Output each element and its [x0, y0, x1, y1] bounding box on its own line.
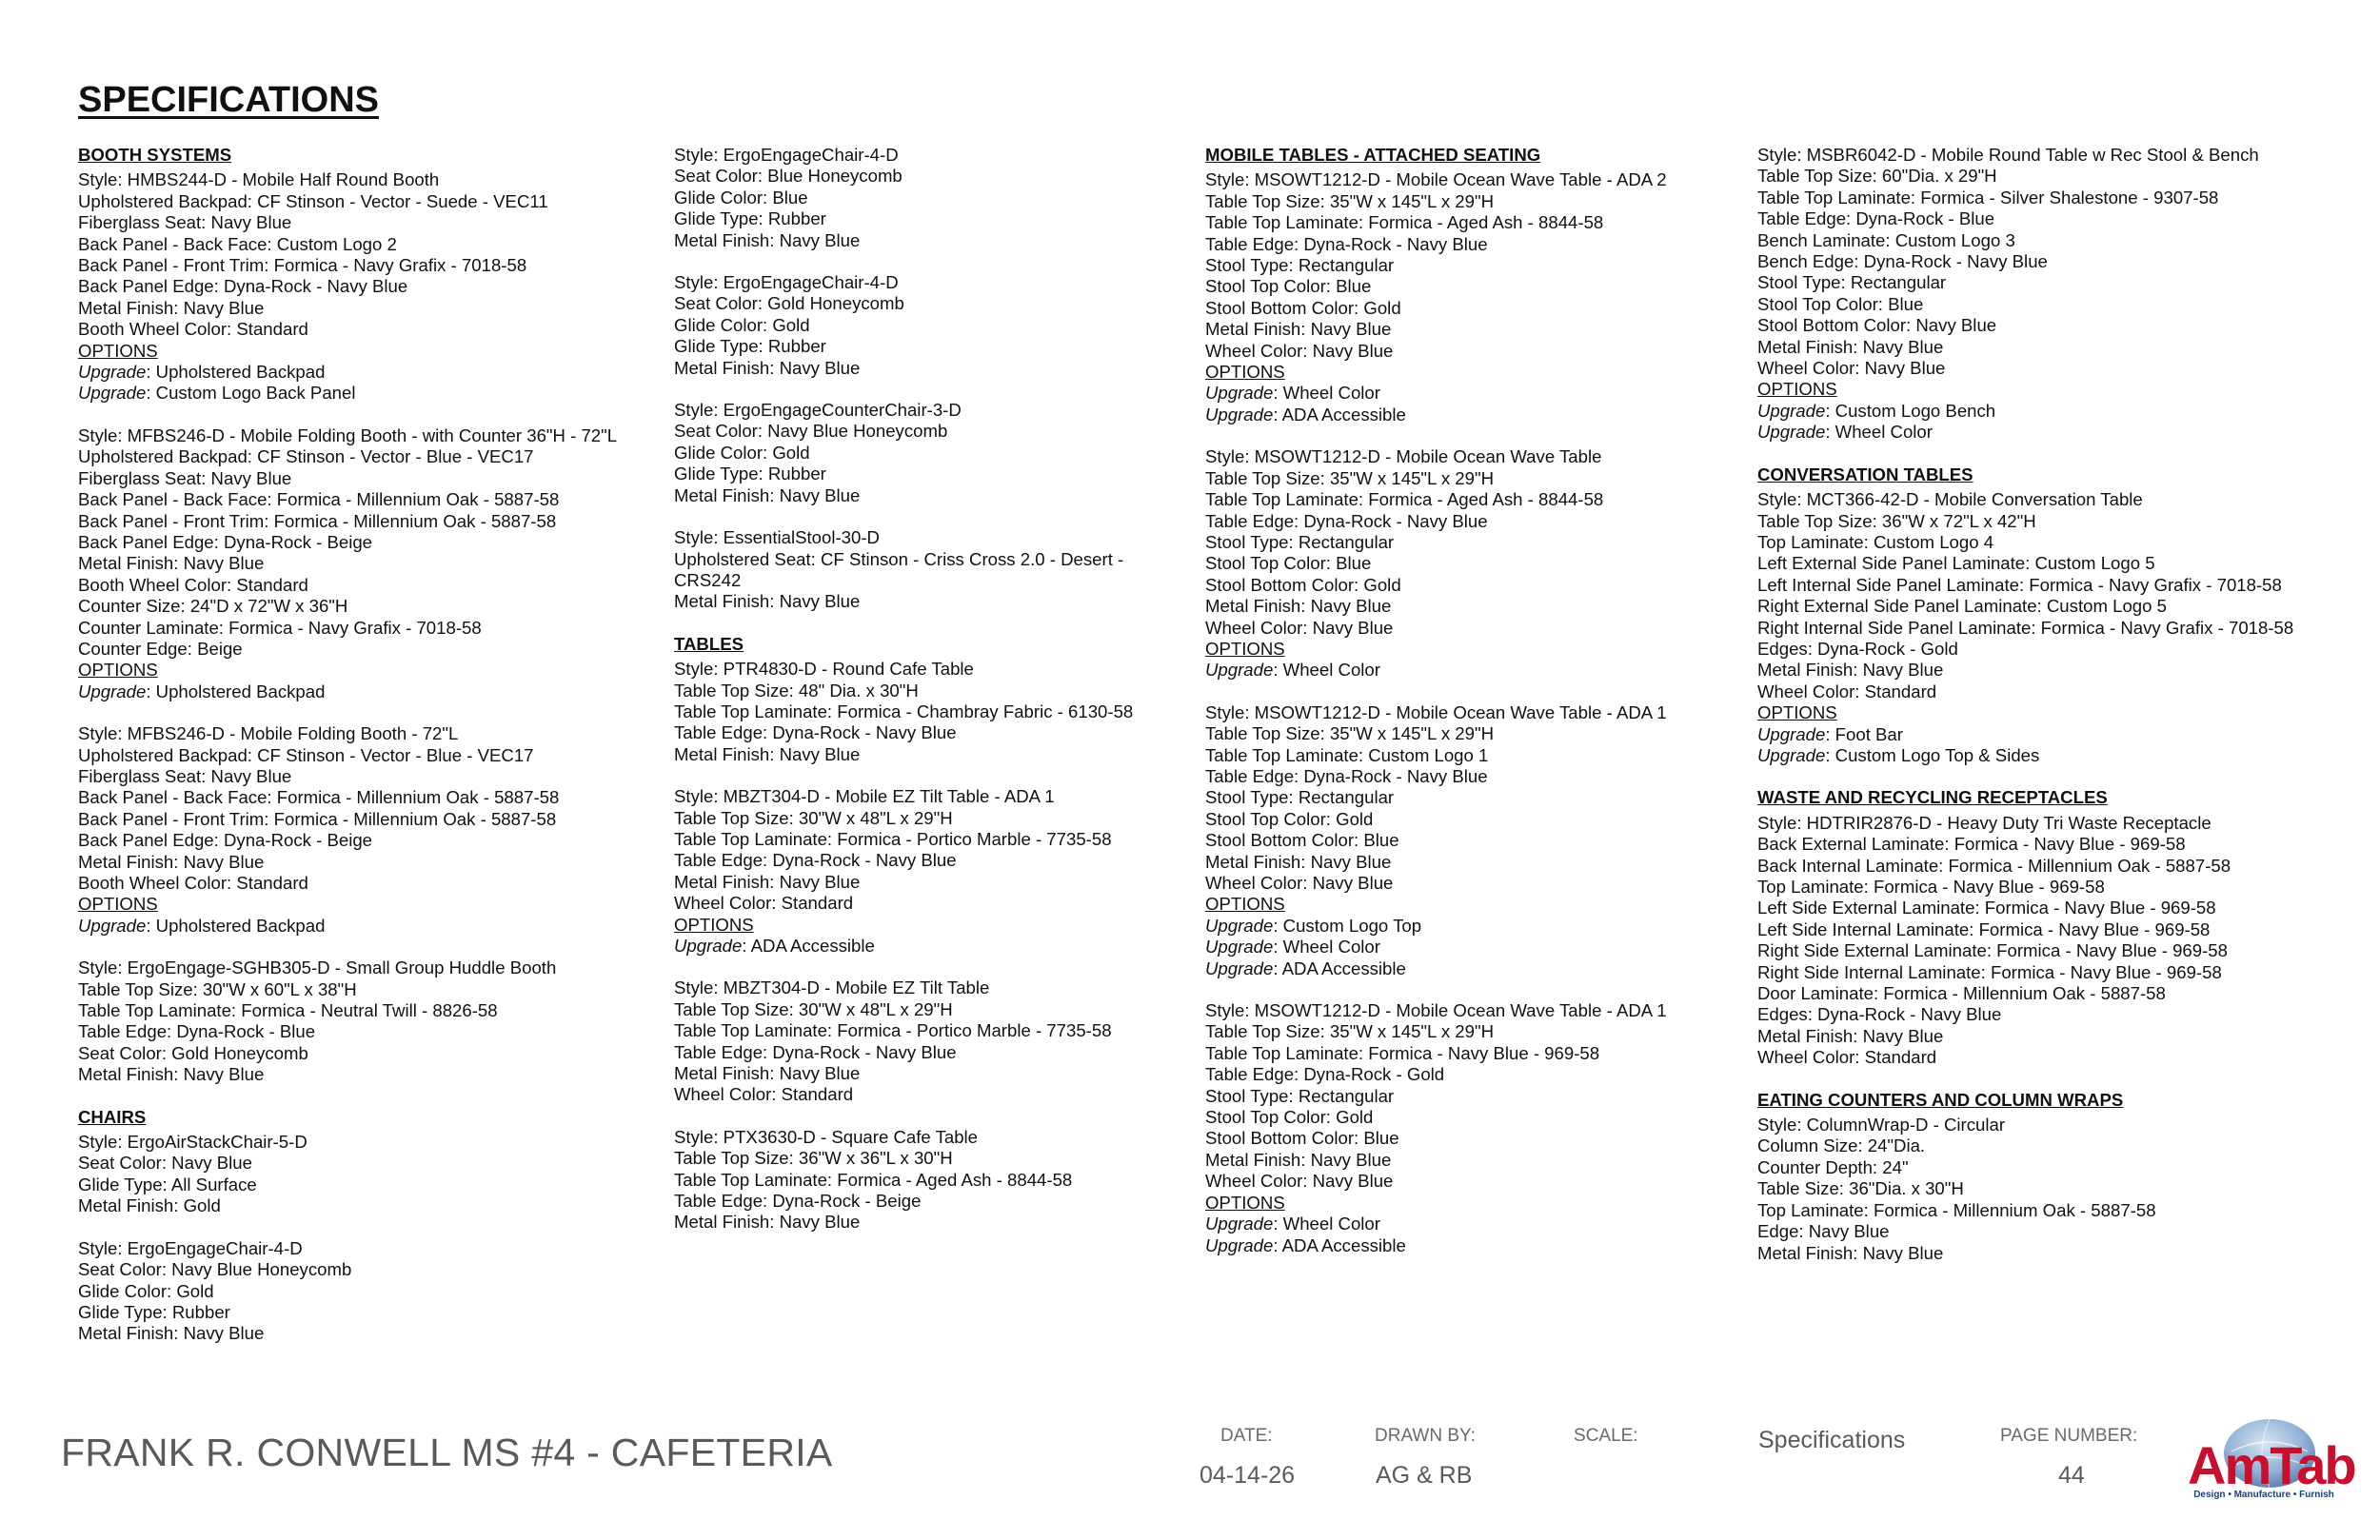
upgrade-line [1205, 958, 1738, 979]
options-label: OPTIONS [674, 914, 754, 935]
spec-line: Table Top Laminate: Custom Logo 1 [1205, 744, 1489, 765]
spec-line: Table Top Laminate: Formica - Aged Ash - 8844-58 [1205, 212, 1604, 233]
spec-column-1 [78, 145, 649, 1366]
spec-line: Glide Color: Gold [674, 442, 810, 463]
logo-wordmark [2188, 1434, 2355, 1496]
spec-line: Stool Type: Rectangular [1205, 255, 1395, 276]
spec-line: Metal Finish: Navy Blue [674, 357, 861, 378]
spec-line: Table Top Laminate: Formica - Silver Shalestone - 9307-58 [1757, 187, 2219, 207]
spec-line: Metal Finish: Navy Blue [78, 851, 265, 872]
spec-line: Wheel Color: Navy Blue [1205, 1171, 1394, 1192]
date-value: 04-14-26 [1200, 1462, 1296, 1489]
spec-line: Style: ErgoEngageCounterChair-3-D [674, 400, 962, 421]
upgrade-line [78, 916, 649, 937]
spec-line: Stool Top Color: Blue [1205, 276, 1372, 297]
spec-line: Metal Finish: Navy Blue [1757, 1025, 1944, 1046]
spec-line: Right External Side Panel Laminate: Custom Logo 5 [1757, 596, 2167, 617]
upgrade-key: Upgrade [1205, 1214, 1274, 1234]
spec-line: Counter Laminate: Formica - Navy Grafix - 7018-58 [78, 617, 482, 638]
spec-line: Wheel Color: Standard [1757, 681, 1937, 701]
upgrade-key: Upgrade [1205, 915, 1274, 936]
spec-section [78, 145, 649, 1086]
logo-text-tab: Tab [2270, 1435, 2355, 1495]
spec-line: Table Top Laminate: Formica - Navy Blue - 969-58 [1205, 1042, 1600, 1063]
project-title: FRANK R. CONWELL MS #4 - CAFETERIA [61, 1431, 833, 1474]
spec-item [1205, 169, 1738, 425]
spec-line: Glide Color: Gold [78, 1280, 214, 1301]
spec-line: Table Edge: Dyna-Rock - Navy Blue [674, 850, 957, 871]
spec-line: Stool Top Color: Gold [1205, 808, 1374, 829]
upgrade-line [1205, 383, 1738, 404]
spec-line: Table Top Size: 30"W x 48"L x 29"H [674, 807, 953, 828]
spec-line: Seat Color: Navy Blue [78, 1153, 252, 1174]
spec-line: Door Laminate: Formica - Millennium Oak - 5887-58 [1757, 983, 2166, 1004]
scale-label: SCALE: [1574, 1426, 1638, 1446]
spec-line: Style: MSOWT1212-D - Mobile Ocean Wave Table [1205, 446, 1602, 467]
upgrade-key: Upgrade [78, 383, 147, 404]
spec-line: Table Top Size: 35"W x 145"L x 29"H [1205, 190, 1495, 211]
spec-line: Right Internal Side Panel Laminate: Formica - Navy Grafix - 7018-58 [1757, 617, 2294, 638]
upgrade-value: : Wheel Color [1825, 422, 1933, 443]
spec-line: Left Side Internal Laminate: Formica - Navy Blue - 969-58 [1757, 918, 2211, 939]
options-label: OPTIONS [1205, 1192, 1285, 1213]
spec-line: Metal Finish: Navy Blue [78, 297, 265, 318]
spec-line: Metal Finish: Navy Blue [674, 871, 861, 892]
spec-line: Style: MBZT304-D - Mobile EZ Tilt Table [674, 977, 990, 998]
spec-line: Style: MCT366-42-D - Mobile Conversation Table [1757, 489, 2143, 510]
spec-line: Style: PTR4830-D - Round Cafe Table [674, 659, 974, 680]
section-heading: EATING COUNTERS AND COLUMN WRAPS [1757, 1089, 2124, 1110]
spec-line: Right Side Internal Laminate: Formica - Navy Blue - 969-58 [1757, 961, 2222, 982]
spec-line: Table Top Size: 36"W x 72"L x 42"H [1757, 510, 2036, 531]
spec-line: Table Top Laminate: Formica - Aged Ash - 8844-58 [1205, 489, 1604, 510]
spec-item [78, 958, 649, 1085]
spec-item [78, 1238, 649, 1345]
upgrade-value: : Custom Logo Top [1273, 915, 1422, 936]
upgrade-key: Upgrade [1205, 660, 1274, 681]
spec-line: Back Panel Edge: Dyna-Rock - Beige [78, 531, 373, 552]
spec-item [1757, 813, 2348, 1069]
upgrade-value: : Upholstered Backpad [146, 681, 326, 701]
upgrade-key: Upgrade [1205, 383, 1274, 404]
date-label: DATE: [1220, 1426, 1273, 1446]
spec-line: Edges: Dyna-Rock - Gold [1757, 638, 1958, 659]
upgrade-value: : ADA Accessible [1273, 1234, 1406, 1255]
spec-line: Booth Wheel Color: Standard [78, 873, 308, 893]
spec-line: Metal Finish: Navy Blue [1757, 1242, 1944, 1263]
upgrade-value: : Wheel Color [1273, 937, 1380, 958]
spec-line: Seat Color: Gold Honeycomb [674, 293, 904, 314]
spec-line: Table Top Size: 30"W x 60"L x 38"H [78, 978, 357, 999]
spec-column-3 [1205, 145, 1738, 1277]
spec-line: Wheel Color: Standard [674, 893, 854, 914]
spec-line: Metal Finish: Navy Blue [78, 1323, 265, 1344]
page-number-value: 44 [2058, 1462, 2085, 1489]
spec-line: Metal Finish: Navy Blue [674, 743, 861, 764]
upgrade-key: Upgrade [1205, 1234, 1274, 1255]
spec-line: Edges: Dyna-Rock - Navy Blue [1757, 1004, 2002, 1025]
upgrade-value: : Wheel Color [1273, 383, 1380, 404]
upgrade-value: : ADA Accessible [1273, 404, 1406, 424]
upgrade-line [1205, 916, 1738, 937]
spec-line: Back Panel - Back Face: Custom Logo 2 [78, 233, 397, 254]
spec-line: Stool Bottom Color: Blue [1205, 1128, 1399, 1149]
upgrade-key: Upgrade [1205, 937, 1274, 958]
spec-line: Glide Type: Rubber [674, 464, 826, 484]
spec-line: Stool Type: Rectangular [1205, 1085, 1395, 1106]
spec-line: Back Panel - Front Trim: Formica - Navy Grafix - 7018-58 [78, 255, 527, 276]
spec-line: Stool Type: Rectangular [1205, 531, 1395, 552]
spec-line: Left External Side Panel Laminate: Custom Logo 5 [1757, 553, 2155, 574]
spec-line: Metal Finish: Navy Blue [674, 229, 861, 250]
spec-line: Metal Finish: Navy Blue [674, 1212, 861, 1233]
spec-line: Back Internal Laminate: Formica - Millennium Oak - 5887-58 [1757, 855, 2231, 876]
spec-line: Metal Finish: Gold [78, 1195, 221, 1216]
spec-line: Table Edge: Dyna-Rock - Blue [78, 1021, 316, 1042]
spec-line: Top Laminate: Formica - Navy Blue - 969-58 [1757, 877, 2105, 897]
spec-line: Top Laminate: Formica - Millennium Oak - 5887-58 [1757, 1199, 2156, 1220]
spec-line: Style: HDTRIR2876-D - Heavy Duty Tri Waste Receptacle [1757, 812, 2211, 833]
spec-line: Seat Color: Gold Honeycomb [78, 1042, 308, 1063]
options-label: OPTIONS [78, 894, 158, 915]
spec-line: Upholstered Backpad: CF Stinson - Vector - Blue - VEC17 [78, 744, 534, 765]
spec-line: Style: EssentialStool-30-D [674, 527, 880, 548]
upgrade-line [1205, 405, 1738, 425]
spec-column-4 [1757, 145, 2348, 1285]
spec-line: Stool Bottom Color: Navy Blue [1757, 315, 1997, 336]
spec-line: Fiberglass Seat: Navy Blue [78, 467, 292, 488]
spec-item [674, 400, 1207, 506]
spec-section [1757, 787, 2348, 1068]
spec-line: Table Top Size: 30"W x 48"L x 29"H [674, 998, 953, 1019]
options-label: OPTIONS [1757, 702, 1837, 723]
spec-item [674, 786, 1207, 957]
spec-line: Left Internal Side Panel Laminate: Formica - Navy Grafix - 7018-58 [1757, 574, 2282, 595]
upgrade-key: Upgrade [78, 362, 147, 383]
upgrade-key: Upgrade [78, 681, 147, 701]
spec-line: Metal Finish: Navy Blue [1205, 596, 1392, 617]
spec-line: Table Top Laminate: Formica - Chambray Fabric - 6130-58 [674, 701, 1134, 721]
upgrade-line [1205, 1235, 1738, 1256]
upgrade-key: Upgrade [1757, 400, 1826, 421]
upgrade-line [1205, 937, 1738, 958]
spec-line: Metal Finish: Navy Blue [674, 484, 861, 505]
spec-line: Edge: Navy Blue [1757, 1221, 1890, 1242]
logo-tagline: Design • Manufacture • Furnish [2193, 1490, 2334, 1500]
spec-line: Back Panel - Back Face: Formica - Millennium Oak - 5887-58 [78, 787, 560, 808]
spec-line: Metal Finish: Navy Blue [1757, 660, 1944, 681]
spec-line: Back Panel - Back Face: Formica - Millennium Oak - 5887-58 [78, 489, 560, 510]
spec-line: Table Top Laminate: Formica - Neutral Twill - 8826-58 [78, 1000, 498, 1021]
section-heading: TABLES [674, 633, 744, 654]
drawn-by-value: AG & RB [1376, 1462, 1473, 1489]
upgrade-line [1205, 1214, 1738, 1234]
spec-item [78, 425, 649, 702]
page-title: SPECIFICATIONS [78, 80, 379, 120]
spec-line: Table Edge: Dyna-Rock - Blue [1757, 208, 1995, 229]
spec-line: Metal Finish: Navy Blue [674, 591, 861, 612]
upgrade-line [78, 383, 649, 404]
spec-section [1205, 145, 1738, 1256]
spec-line: Upholstered Seat: CF Stinson - Criss Cross 2.0 - Desert - [674, 548, 1124, 569]
spec-line: Glide Type: All Surface [78, 1174, 257, 1194]
spec-line: Glide Color: Blue [674, 187, 808, 207]
spec-line: Stool Type: Rectangular [1205, 787, 1395, 808]
spec-line: Fiberglass Seat: Navy Blue [78, 765, 292, 786]
spec-section [674, 634, 1207, 1234]
spec-line: Table Size: 36"Dia. x 30"H [1757, 1178, 1964, 1199]
spec-line: Back Panel - Front Trim: Formica - Millennium Oak - 5887-58 [78, 510, 557, 531]
spec-item [1205, 446, 1738, 681]
section-heading: CONVERSATION TABLES [1757, 464, 1973, 484]
upgrade-key: Upgrade [1205, 958, 1274, 978]
spec-line: Table Edge: Dyna-Rock - Navy Blue [1205, 233, 1488, 254]
spec-item [674, 1127, 1207, 1234]
options-label: OPTIONS [1205, 362, 1285, 383]
upgrade-value: : Custom Logo Bench [1825, 400, 1996, 421]
spec-line: Style: ErgoEngageChair-4-D [674, 272, 899, 293]
spec-item [1757, 489, 2348, 766]
spec-line: Table Top Size: 48" Dia. x 30"H [674, 680, 919, 701]
upgrade-value: : Custom Logo Back Panel [146, 383, 356, 404]
upgrade-key: Upgrade [78, 915, 147, 936]
upgrade-line [1205, 660, 1738, 681]
spec-line: Back Panel Edge: Dyna-Rock - Navy Blue [78, 276, 408, 297]
spec-line: Metal Finish: Navy Blue [1205, 851, 1392, 872]
spec-line: Table Edge: Dyna-Rock - Navy Blue [1205, 765, 1488, 786]
page-number-label: PAGE NUMBER: [2000, 1426, 2138, 1446]
spec-line: Back External Laminate: Formica - Navy Blue - 969-58 [1757, 834, 2186, 855]
spec-line: Stool Top Color: Gold [1205, 1107, 1374, 1128]
spec-line: Style: ErgoEngageChair-4-D [78, 1237, 303, 1258]
sheet-name: Specifications [1758, 1427, 1906, 1453]
upgrade-value: : Wheel Color [1273, 1214, 1380, 1234]
spec-line: Stool Bottom Color: Gold [1205, 574, 1401, 595]
spec-line: Seat Color: Navy Blue Honeycomb [78, 1259, 352, 1280]
spec-line: CRS242 [674, 569, 742, 590]
spec-line: Top Laminate: Custom Logo 4 [1757, 531, 1994, 552]
spec-line: Booth Wheel Color: Standard [78, 319, 308, 340]
spec-item [78, 169, 649, 404]
upgrade-value: : Upholstered Backpad [146, 915, 326, 936]
spec-line: Metal Finish: Navy Blue [78, 1064, 265, 1085]
options-label: OPTIONS [1205, 894, 1285, 915]
spec-item [674, 659, 1207, 765]
spec-line: Upholstered Backpad: CF Stinson - Vector - Blue - VEC17 [78, 446, 534, 467]
spec-line: Table Top Laminate: Formica - Portico Marble - 7735-58 [674, 828, 1112, 849]
drawn-by-label: DRAWN BY: [1375, 1426, 1476, 1446]
spec-line: Style: MSOWT1212-D - Mobile Ocean Wave Table - ADA 2 [1205, 169, 1667, 190]
spec-line: Table Top Size: 60"Dia. x 29"H [1757, 166, 1997, 187]
spec-line: Bench Laminate: Custom Logo 3 [1757, 229, 2015, 250]
spec-line: Seat Color: Navy Blue Honeycomb [674, 421, 948, 442]
spec-line: Table Edge: Dyna-Rock - Beige [674, 1191, 922, 1212]
spec-line: Metal Finish: Navy Blue [674, 1063, 861, 1084]
upgrade-key: Upgrade [1757, 744, 1826, 765]
spec-line: Table Edge: Dyna-Rock - Gold [1205, 1064, 1445, 1085]
spec-line: Glide Color: Gold [674, 314, 810, 335]
spec-line: Glide Type: Rubber [78, 1301, 230, 1322]
spec-item [1205, 702, 1738, 979]
spec-line: Table Top Laminate: Formica - Portico Marble - 7735-58 [674, 1020, 1112, 1041]
upgrade-line [1757, 401, 2348, 422]
spec-line: Counter Depth: 24" [1757, 1156, 1909, 1177]
upgrade-line [78, 681, 649, 702]
spec-line: Stool Top Color: Blue [1757, 293, 1924, 314]
spec-section [78, 1107, 649, 1345]
spec-line: Table Edge: Dyna-Rock - Navy Blue [674, 722, 957, 743]
options-label: OPTIONS [1757, 379, 1837, 400]
upgrade-key: Upgrade [1757, 723, 1826, 744]
spec-line: Metal Finish: Navy Blue [1205, 319, 1392, 340]
spec-line: Back Panel Edge: Dyna-Rock - Beige [78, 830, 373, 851]
spec-line: Wheel Color: Navy Blue [1757, 358, 1946, 379]
spec-line: Wheel Color: Standard [1757, 1047, 1937, 1068]
upgrade-key: Upgrade [1205, 404, 1274, 424]
options-label: OPTIONS [1205, 638, 1285, 659]
spec-item [674, 272, 1207, 379]
spec-item [1757, 1115, 2348, 1264]
spec-section [1757, 1090, 2348, 1264]
spec-line: Table Top Size: 35"W x 145"L x 29"H [1205, 723, 1495, 744]
spec-line: Right Side External Laminate: Formica - Navy Blue - 969-58 [1757, 940, 2228, 961]
upgrade-value: : Custom Logo Top & Sides [1825, 744, 2040, 765]
spec-line: Table Top Laminate: Formica - Aged Ash - 8844-58 [674, 1169, 1073, 1190]
spec-item [674, 145, 1207, 251]
spec-line: Table Edge: Dyna-Rock - Navy Blue [674, 1041, 957, 1062]
section-heading: MOBILE TABLES - ATTACHED SEATING [1205, 145, 1541, 165]
spec-line: Stool Bottom Color: Gold [1205, 297, 1401, 318]
spec-line: Counter Edge: Beige [78, 638, 243, 659]
upgrade-line [1757, 724, 2348, 745]
spec-line: Style: MFBS246-D - Mobile Folding Booth - 72"L [78, 723, 459, 744]
spec-line: Wheel Color: Navy Blue [1205, 340, 1394, 361]
spec-line: Metal Finish: Navy Blue [1757, 336, 1944, 357]
spec-line: Glide Type: Rubber [674, 336, 826, 357]
spec-line: Style: ErgoAirStackChair-5-D [78, 1132, 307, 1153]
spec-line: Bench Edge: Dyna-Rock - Navy Blue [1757, 251, 2048, 272]
upgrade-value: : Wheel Color [1273, 660, 1380, 681]
upgrade-value: : Foot Bar [1825, 723, 1903, 744]
spec-line: Style: MSOWT1212-D - Mobile Ocean Wave Table - ADA 1 [1205, 701, 1667, 722]
spec-line: Wheel Color: Navy Blue [1205, 873, 1394, 893]
spec-line: Wheel Color: Navy Blue [1205, 617, 1394, 638]
spec-line: Stool Bottom Color: Blue [1205, 830, 1399, 851]
spec-item [78, 1132, 649, 1217]
options-label: OPTIONS [78, 340, 158, 361]
spec-line: Table Top Size: 35"W x 145"L x 29"H [1205, 1021, 1495, 1042]
spec-line: Column Size: 24"Dia. [1757, 1135, 1926, 1156]
spec-line: Upholstered Backpad: CF Stinson - Vector - Suede - VEC11 [78, 190, 548, 211]
upgrade-key: Upgrade [674, 936, 743, 956]
spec-section [1757, 145, 2348, 444]
spec-item [78, 723, 649, 937]
section-heading: WASTE AND RECYCLING RECEPTACLES [1757, 787, 2108, 808]
spec-line: Wheel Color: Standard [674, 1084, 854, 1105]
spec-item [674, 527, 1207, 613]
spec-line: Metal Finish: Navy Blue [1205, 1149, 1392, 1170]
spec-line: Table Top Size: 35"W x 145"L x 29"H [1205, 467, 1495, 488]
spec-line: Style: HMBS244-D - Mobile Half Round Booth [78, 169, 440, 190]
options-label: OPTIONS [78, 660, 158, 681]
upgrade-line [1757, 745, 2348, 766]
logo-text-am: Am [2188, 1435, 2271, 1495]
spec-line: Style: MBZT304-D - Mobile EZ Tilt Table - ADA 1 [674, 786, 1055, 807]
spec-line: Style: ColumnWrap-D - Circular [1757, 1115, 2006, 1135]
spec-line: Table Top Size: 36"W x 36"L x 30"H [674, 1148, 953, 1169]
spec-line: Booth Wheel Color: Standard [78, 574, 308, 595]
spec-line: Left Side External Laminate: Formica - Navy Blue - 969-58 [1757, 898, 2216, 918]
spec-line: Glide Type: Rubber [674, 208, 826, 229]
spec-item [1205, 1000, 1738, 1256]
spec-line: Stool Type: Rectangular [1757, 272, 1947, 293]
spec-line: Style: MFBS246-D - Mobile Folding Booth - with Counter 36"H - 72"L [78, 424, 618, 445]
spec-line: Counter Size: 24"D x 72"W x 36"H [78, 596, 348, 617]
spec-item [674, 977, 1207, 1105]
upgrade-value: : ADA Accessible [742, 936, 875, 956]
spec-line: Fiberglass Seat: Navy Blue [78, 212, 292, 233]
spec-line: Style: MSOWT1212-D - Mobile Ocean Wave Table - ADA 1 [1205, 1000, 1667, 1021]
spec-line: Back Panel - Front Trim: Formica - Millennium Oak - 5887-58 [78, 808, 557, 829]
spec-section [674, 145, 1207, 613]
section-heading: CHAIRS [78, 1106, 147, 1127]
spec-column-2 [674, 145, 1207, 1254]
spec-line: Stool Top Color: Blue [1205, 553, 1372, 574]
spec-section [1757, 464, 2348, 767]
upgrade-line [1757, 422, 2348, 443]
section-heading: BOOTH SYSTEMS [78, 145, 232, 165]
spec-line: Style: ErgoEngageChair-4-D [674, 145, 899, 165]
spec-line: Style: MSBR6042-D - Mobile Round Table w Rec Stool & Bench [1757, 145, 2259, 165]
upgrade-line [78, 362, 649, 383]
spec-line: Metal Finish: Navy Blue [78, 553, 265, 574]
spec-line: Seat Color: Blue Honeycomb [674, 166, 902, 187]
upgrade-line [674, 936, 1207, 957]
amtab-logo [2188, 1413, 2355, 1505]
upgrade-value: : ADA Accessible [1273, 958, 1406, 978]
spec-line: Style: PTX3630-D - Square Cafe Table [674, 1126, 979, 1147]
spec-line: Table Edge: Dyna-Rock - Navy Blue [1205, 510, 1488, 531]
spec-line: Style: ErgoEngage-SGHB305-D - Small Group Huddle Booth [78, 958, 557, 978]
spec-item [1757, 145, 2348, 444]
upgrade-key: Upgrade [1757, 422, 1826, 443]
upgrade-value: : Upholstered Backpad [146, 362, 326, 383]
